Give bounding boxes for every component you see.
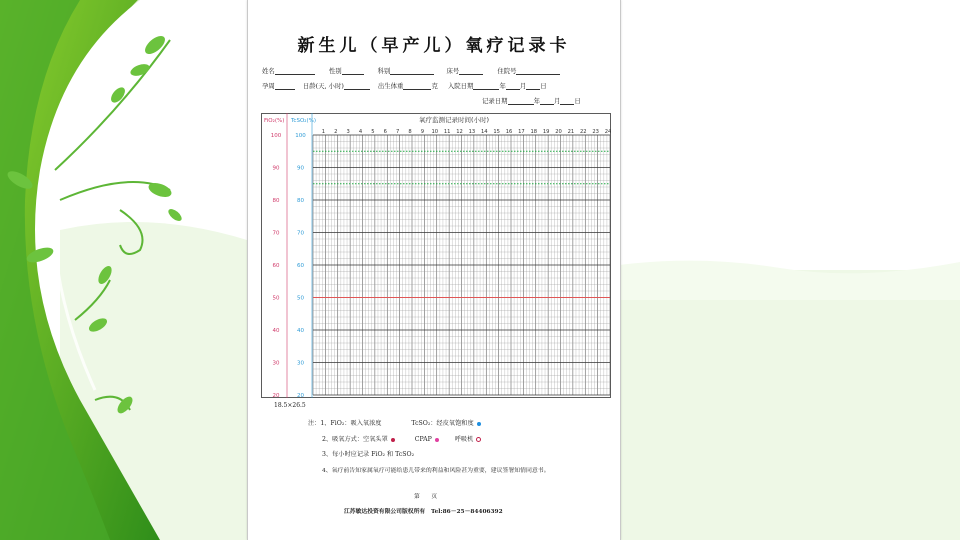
admission-date-label: 入院日期 — [447, 82, 474, 90]
hour-label-3: 3 — [346, 129, 350, 135]
tcso2-tick-70: 70 — [297, 230, 304, 237]
note-prefix: 注： — [308, 420, 321, 427]
age-label: 日龄(天, 小时) — [302, 82, 344, 90]
page-number: 第 页 — [414, 494, 438, 500]
fio2-tick-60: 60 — [272, 263, 280, 269]
hour-label-11: 11 — [443, 129, 451, 135]
note-2 — [322, 436, 481, 444]
hour-label-20: 20 — [555, 129, 562, 135]
hour-label-9: 9 — [420, 129, 425, 135]
admission-year-line[interactable] — [473, 83, 499, 90]
note-4: 4、氧疗前告知家属氧疗可能给患儿带来的利益和风险甚为重要，建议签署知情同意书。 — [322, 468, 550, 474]
size-label: 18.5×26.5 — [274, 402, 306, 409]
hospital-id-line[interactable] — [516, 68, 560, 75]
gestation-label: 孕周 — [262, 82, 275, 90]
admission-month-line[interactable] — [506, 83, 520, 90]
fio2-tick-80: 80 — [272, 198, 280, 204]
hospital-id-label: 住院号 — [497, 67, 517, 75]
birth-weight-label: 出生体重 — [377, 82, 404, 90]
note-2c-text: 呼吸机 — [454, 436, 474, 443]
red-dot-icon — [391, 438, 395, 442]
gram-unit: 克 — [431, 82, 438, 90]
hour-label-4: 4 — [358, 129, 363, 135]
record-date-label: 记录日期 — [482, 97, 508, 105]
record-day-unit: 日 — [574, 97, 581, 105]
note-2b-text: CPAP — [414, 436, 432, 443]
tcso2-tick-100: 100 — [295, 133, 306, 139]
fio2-tick-50: 50 — [272, 295, 280, 302]
note-1-text: 1、FiO₂：吸入氧浓度 — [320, 420, 382, 427]
bed-line[interactable] — [459, 68, 483, 75]
tcso2-tick-30: 30 — [297, 360, 304, 367]
hour-label-17: 17 — [518, 129, 525, 135]
hour-label-8: 8 — [408, 129, 412, 135]
hour-label-22: 22 — [579, 129, 587, 135]
record-month-line[interactable] — [540, 98, 554, 105]
grid-border — [262, 114, 611, 398]
hour-label-2: 2 — [334, 129, 338, 135]
hour-label-12: 12 — [456, 129, 463, 135]
hour-label-15: 15 — [493, 129, 500, 135]
year-unit: 年 — [499, 82, 506, 90]
admission-day-line[interactable] — [526, 83, 540, 90]
publisher-line: 江苏敏达投资有限公司版权所有 Tel:86－25－84406392 — [344, 509, 503, 515]
hour-label-10: 10 — [431, 129, 439, 135]
fio2-tick-70: 70 — [272, 230, 280, 237]
name-label: 姓名 — [262, 67, 275, 75]
hour-label-21: 21 — [567, 129, 575, 135]
fio2-tick-100: 100 — [270, 133, 282, 139]
sex-label: 性别 — [328, 67, 342, 75]
blue-dot-icon — [477, 422, 481, 426]
field-row-3 — [482, 97, 581, 105]
fio2-tick-40: 40 — [272, 328, 280, 334]
month-unit: 月 — [519, 82, 527, 90]
sex-line[interactable] — [342, 68, 364, 75]
department-line[interactable] — [390, 68, 434, 75]
oxygen-monitoring-grid — [261, 113, 611, 398]
tcso2-tick-90: 90 — [297, 165, 304, 172]
card-title: 新生儿（早产儿）氧疗记录卡 — [297, 36, 571, 56]
record-month-unit: 月 — [553, 97, 561, 105]
tcso2-tick-60: 60 — [297, 263, 304, 269]
hour-label-5: 5 — [371, 129, 375, 135]
fio2-tick-20: 20 — [272, 393, 280, 398]
hour-label-7: 7 — [395, 129, 400, 135]
department-label: 科别 — [377, 67, 391, 75]
tcso2-tick-50: 50 — [297, 295, 304, 302]
age-line[interactable] — [344, 83, 370, 90]
fio2-axis-label: FiO₂(%) — [264, 118, 285, 124]
hour-label-18: 18 — [530, 129, 538, 135]
hour-label-23: 23 — [592, 129, 599, 135]
fio2-tick-90: 90 — [272, 165, 280, 172]
day-unit: 日 — [540, 82, 547, 90]
hour-label-1: 1 — [321, 129, 326, 135]
field-row-1 — [262, 67, 560, 75]
note-3: 3、每小时应记录 FiO₂ 和 TcSO₂ — [322, 451, 415, 458]
note-1 — [308, 420, 481, 428]
record-year-line[interactable] — [508, 98, 534, 105]
hour-label-6: 6 — [383, 129, 387, 135]
gestation-line[interactable] — [275, 83, 295, 90]
hour-label-13: 13 — [468, 129, 476, 135]
hollow-dot-icon — [476, 437, 481, 442]
record-day-line[interactable] — [560, 98, 574, 105]
bed-label: 床号 — [446, 67, 460, 75]
tcso2-tick-80: 80 — [297, 198, 304, 204]
hour-label-24: 24 — [604, 129, 611, 135]
hour-label-19: 19 — [542, 129, 550, 135]
chart-header: 氧疗监测记录时间(小时) — [419, 116, 490, 124]
oxygen-therapy-record-card — [247, 0, 621, 540]
record-year-unit: 年 — [533, 97, 540, 105]
tcso2-tick-20: 20 — [297, 393, 304, 398]
birth-weight-line[interactable] — [403, 83, 431, 90]
name-line[interactable] — [275, 68, 315, 75]
note-1b-text: TcSO₂：经皮氧饱和度 — [411, 420, 474, 427]
pink-dot-icon — [435, 438, 439, 442]
fio2-tick-30: 30 — [272, 360, 280, 367]
field-row-2 — [262, 82, 547, 90]
tcso2-axis-label: TcSO₂(%) — [291, 118, 316, 124]
note-2-text: 2、吸氧方式：空氧头罩 — [322, 436, 388, 443]
hour-label-16: 16 — [505, 129, 513, 135]
tcso2-tick-40: 40 — [297, 328, 304, 334]
hour-label-14: 14 — [480, 129, 488, 135]
